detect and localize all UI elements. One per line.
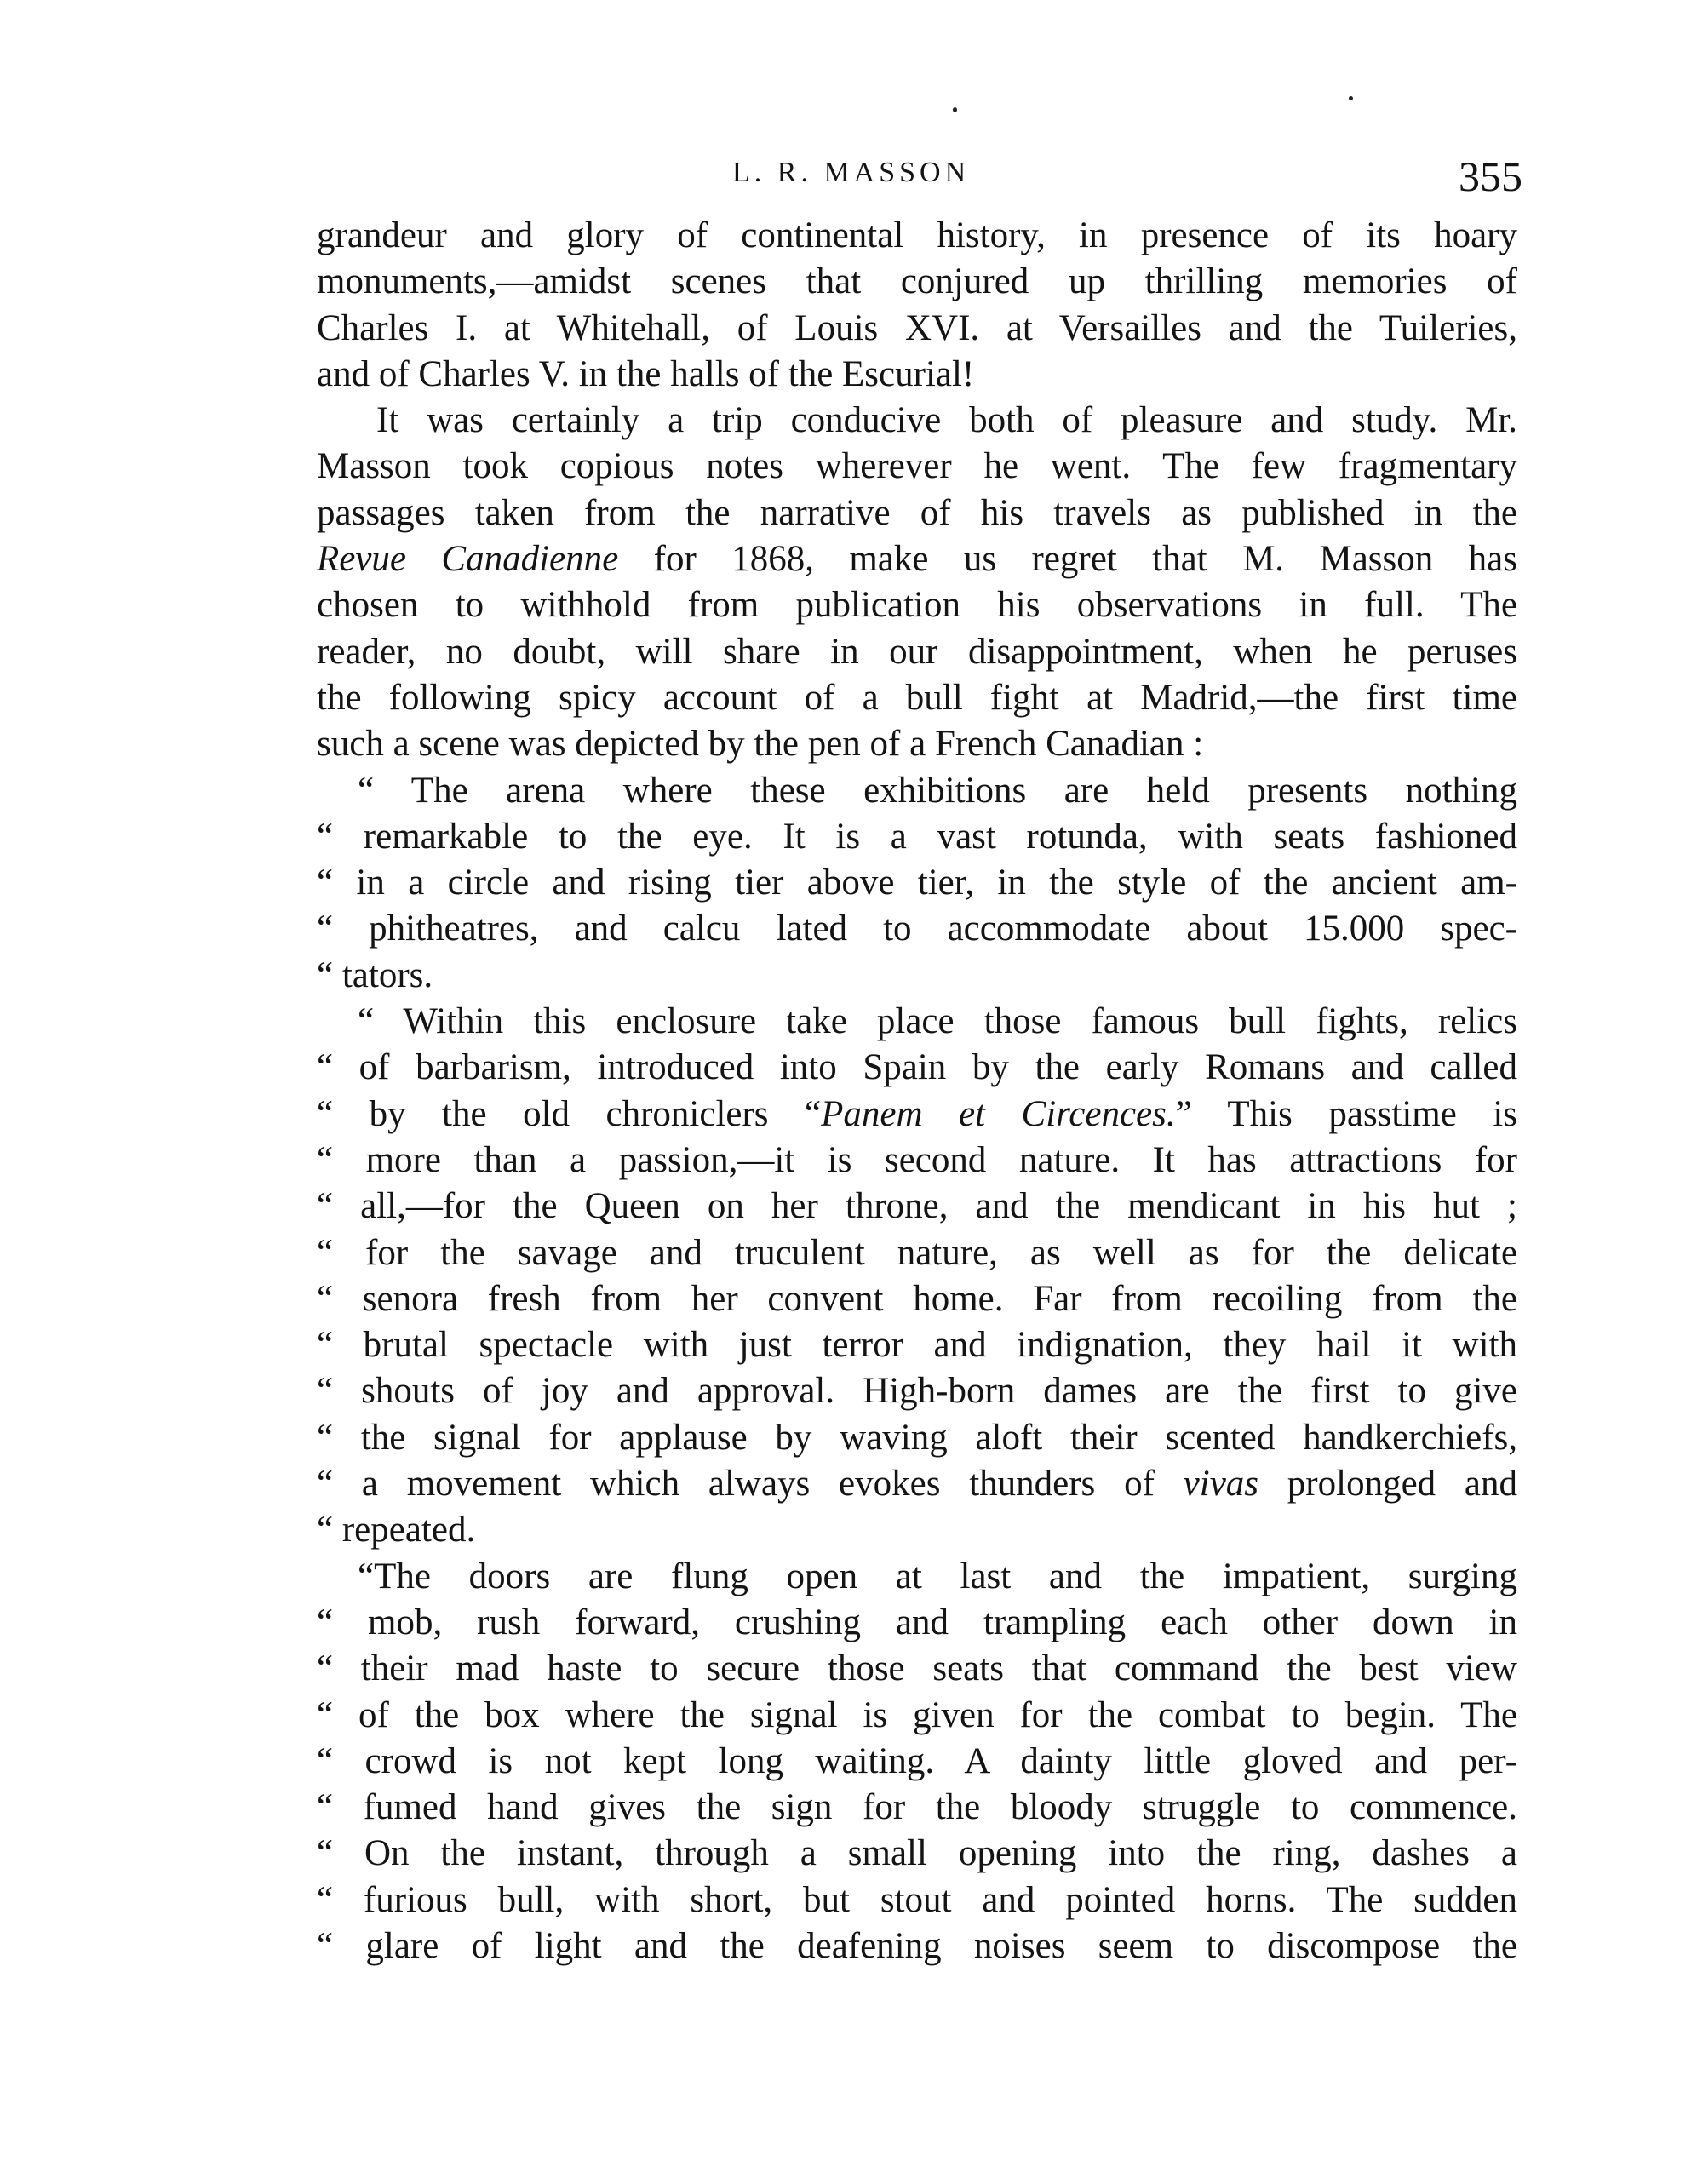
text-line: Masson took copious notes wherever he went. The few fragmentary (317, 446, 1517, 487)
quote-line: “ senora fresh from her convent home. Far from recoiling from the (317, 1278, 1517, 1319)
page-number: 355 (1459, 152, 1522, 200)
running-head: L. R. MASSON (732, 157, 971, 188)
text-line: Charles I. at Whitehall, of Louis XVI. at Versailles and the Tuileries, (317, 307, 1517, 348)
quote-line: “ of barbarism, introduced into Spain by the early Romans and called (317, 1047, 1517, 1088)
quote-line: “ remarkable to the eye. It is a vast rotunda, with seats fashioned (317, 816, 1517, 857)
text-line: It was certainly a trip conducive both of pleasure and study. Mr. (376, 400, 1517, 441)
quote-line (317, 1461, 1517, 1507)
quote-line: “ crowd is not kept long waiting. A dainty little gloved and per- (317, 1740, 1517, 1781)
ink-speck (953, 107, 957, 112)
text-line: the following spicy account of a bull fight at Madrid,—the first time (317, 677, 1517, 718)
ink-speck (1349, 96, 1353, 100)
body-text (317, 213, 1517, 1969)
text-line: grandeur and glory of continental history, in presence of its hoary (317, 215, 1517, 255)
quote-line: “ in a circle and rising tier above tier, in the style of the ancient am- (317, 863, 1517, 903)
text-span: “ a movement which always evokes thunders of (317, 1464, 1184, 1505)
quote-line: “ their mad haste to secure those seats that command the best view (317, 1648, 1517, 1689)
text-line: and of Charles V. in the halls of the Escurial! (317, 353, 975, 394)
quote-line: “ phitheatres, and calcu lated to accommodate about 15.000 spec- (317, 909, 1517, 949)
quote-line: “ fumed hand gives the sign for the bloody struggle to commence. (317, 1787, 1517, 1828)
quote-line: “ of the box where the signal is given for the combat to begin. The (317, 1694, 1517, 1735)
text-line: chosen to withhold from publication his observations in full. The (317, 585, 1517, 626)
quote-line: “The doors are flung open at last and the impatient, surging (358, 1556, 1517, 1596)
quote-line: “ repeated. (317, 1510, 476, 1551)
text-span: for 1868, make us regret that M. Masson has (618, 539, 1517, 580)
text-span: ” This passtime is (1175, 1093, 1517, 1134)
quote-line: “ tators. (317, 954, 433, 995)
quote-line (317, 1092, 1517, 1138)
text-line: monuments,—amidst scenes that conjured up thrilling memories of (317, 261, 1517, 302)
quote-line: “ for the savage and truculent nature, as well as for the delicate (317, 1232, 1517, 1273)
text-line: passages taken from the narrative of his travels as published in the (317, 492, 1517, 533)
latin-phrase: Panem et Circences. (821, 1093, 1176, 1134)
quote-line: “ Within this enclosure take place those famous bull fights, relics (358, 1001, 1517, 1042)
quote-line: “ mob, rush forward, crushing and trampling each other down in (317, 1602, 1517, 1642)
text-line: reader, no doubt, will share in our disappointment, when he peruses (317, 631, 1517, 672)
text-line: such a scene was depicted by the pen of a French Canadian : (317, 724, 1204, 765)
text-line (317, 536, 1517, 582)
quote-line: “ more than a passion,—it is second nature. It has attractions for (317, 1139, 1517, 1180)
page-header (0, 152, 1697, 211)
text-span: prolonged and (1258, 1464, 1518, 1505)
quote-line: “ the signal for applause by waving aloft their scented handkerchiefs, (317, 1417, 1517, 1458)
quote-line: “ shouts of joy and approval. High-born dames are the first to give (317, 1371, 1517, 1412)
quote-line: “ brutal spectacle with just terror and indignation, they hail it with (317, 1325, 1517, 1366)
journal-title: Revue Canadienne (317, 539, 619, 580)
quote-line: “ furious bull, with short, but stout and pointed horns. The sudden (317, 1879, 1517, 1920)
text-span: “ by the old chroniclers “ (317, 1093, 822, 1134)
quote-line: “ The arena where these exhibitions are held presents nothing (358, 770, 1517, 811)
spanish-word: vivas (1183, 1464, 1259, 1505)
quote-line: “ glare of light and the deafening noises seem to discompose the (317, 1925, 1517, 1966)
quote-line: “ On the instant, through a small opening into the ring, dashes a (317, 1833, 1517, 1874)
quote-line: “ all,—for the Queen on her throne, and the mendicant in his hut ; (317, 1186, 1517, 1227)
